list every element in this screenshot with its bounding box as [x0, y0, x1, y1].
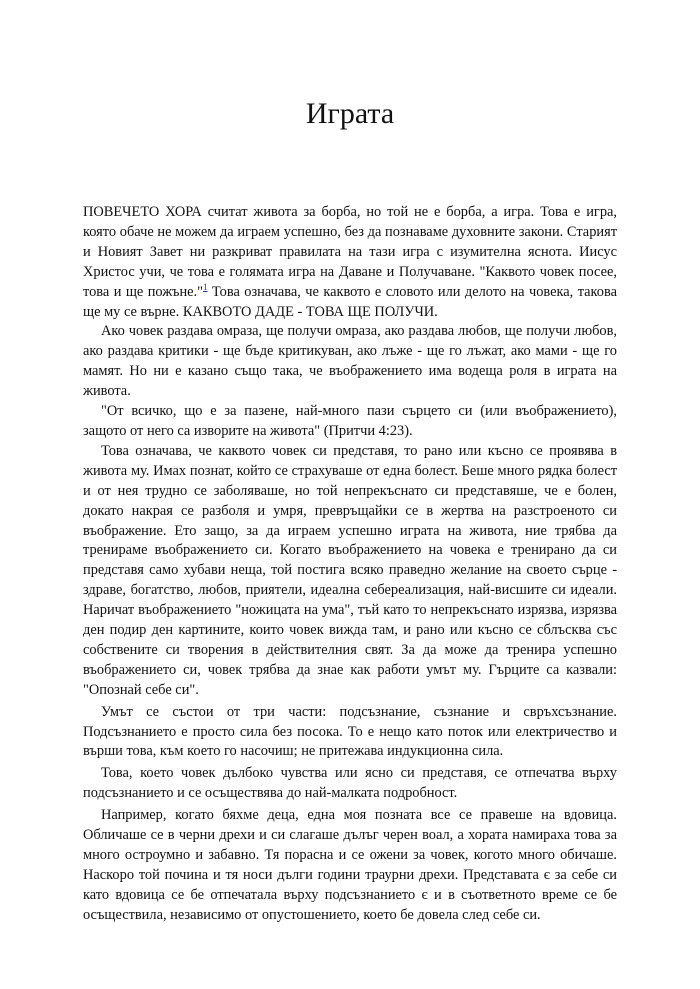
chapter-title: Играта	[305, 97, 395, 130]
opening-text-cont: Това означава, че каквото е словото или делото на човека, такова ще му се върне. КАКВОТО ДАДЕ - ТОВА ЩЕ ПОЛУЧИ.	[83, 283, 617, 320]
paragraph: Ако човек раздава омраза, ще получи омраза, ако раздава любов, ще получи любов, ако раздава критики - ще бъде критикуван, ако лъже - ще го лъжат, ако мами - ще го мамят. Но ни е казано също така, че въображението има водеща роля в играта на живота.	[83, 323, 617, 400]
paragraph-quote: "От всичко, що е за пазене, най-много пази сърцето си (или въображението), защото от него са изворите на живота" (Притчи 4:23).	[83, 403, 617, 439]
paragraph: Това означава, че каквото човек си представя, то рано или късно се проявява в живота му. Имах познат, който се страхуваше от една болест. Беше много рядка болест и от нея трудно се заболяваше, но той непрекъснато си представяше, че е болен, докато накрая се разболя и умря, превръщайки се в жертва на разстроеното си въображение. Ето защо, за да играем успешно играта на живота, ние трябва да тренираме въображението си. Когато въображението на човека е тренирано да си представя само хубави неща, той постига всяко праведно желание на своето сърце - здраве, богатство, любов, приятели, идеална себереализация, най-висшите си идеали. Наричат въображението "ножицата на ума", тъй като то непрекъснато изрязва, изрязва ден подир ден картините, които човек вижда там, и рано или късно се сблъсква със собствените си творения в действителния свят. За да може да тренира успешно въображението си, човек трябва да знае как работи умът му. Гърците са казвали: "Опознай себе си".	[83, 442, 617, 698]
opening-caps: ПОВЕЧЕТО ХОРА	[83, 204, 202, 220]
paragraph: Умът се състои от три части: подсъзнание, съзнание и свръхсъзнание. Подсъзнанието е просто сила без посока. То е нещо като поток или електричество и върши това, към което го насочиш; не притежава индукционна сила.	[83, 703, 617, 760]
footnote-link[interactable]: 1	[203, 281, 208, 292]
paragraph-opening	[83, 203, 617, 322]
body-text	[83, 203, 617, 926]
paragraph: Например, когато бяхме деца, една моя позната все се правеше на вдовица. Обличаше се в черни дрехи и си слагаше дълъг черен воал, а хората намираха това за много остроумно и забавно. Тя порасна и се ожени за човек, когото много обичаше. Наскоро той почина и тя носи дълги години траурни дрехи. Представата є за себе си като вдовица се бе отпечатала върху подсъзнанието є и в съответното време се бе осъществила, независимо от опустошението, което бе довела след себе си.	[83, 807, 617, 923]
opening-text: считат живота за борба, но той не е борба, а игра. Това е игра, която обаче не можем да играем успешно, без да познаваме духовните закони. Старият и Новият Завет ни разкриват правилата на тази игра с изумителна яснота. Иисус Христос учи, че това е голямата игра на Даване и Получаване. "Каквото човек посее, това и ще пожъне."	[83, 204, 617, 300]
paragraph: Това, което човек дълбоко чувства или ясно си представя, се отпечатва върху подсъзнанието и се осъществява до най-малката подробност.	[83, 765, 617, 802]
